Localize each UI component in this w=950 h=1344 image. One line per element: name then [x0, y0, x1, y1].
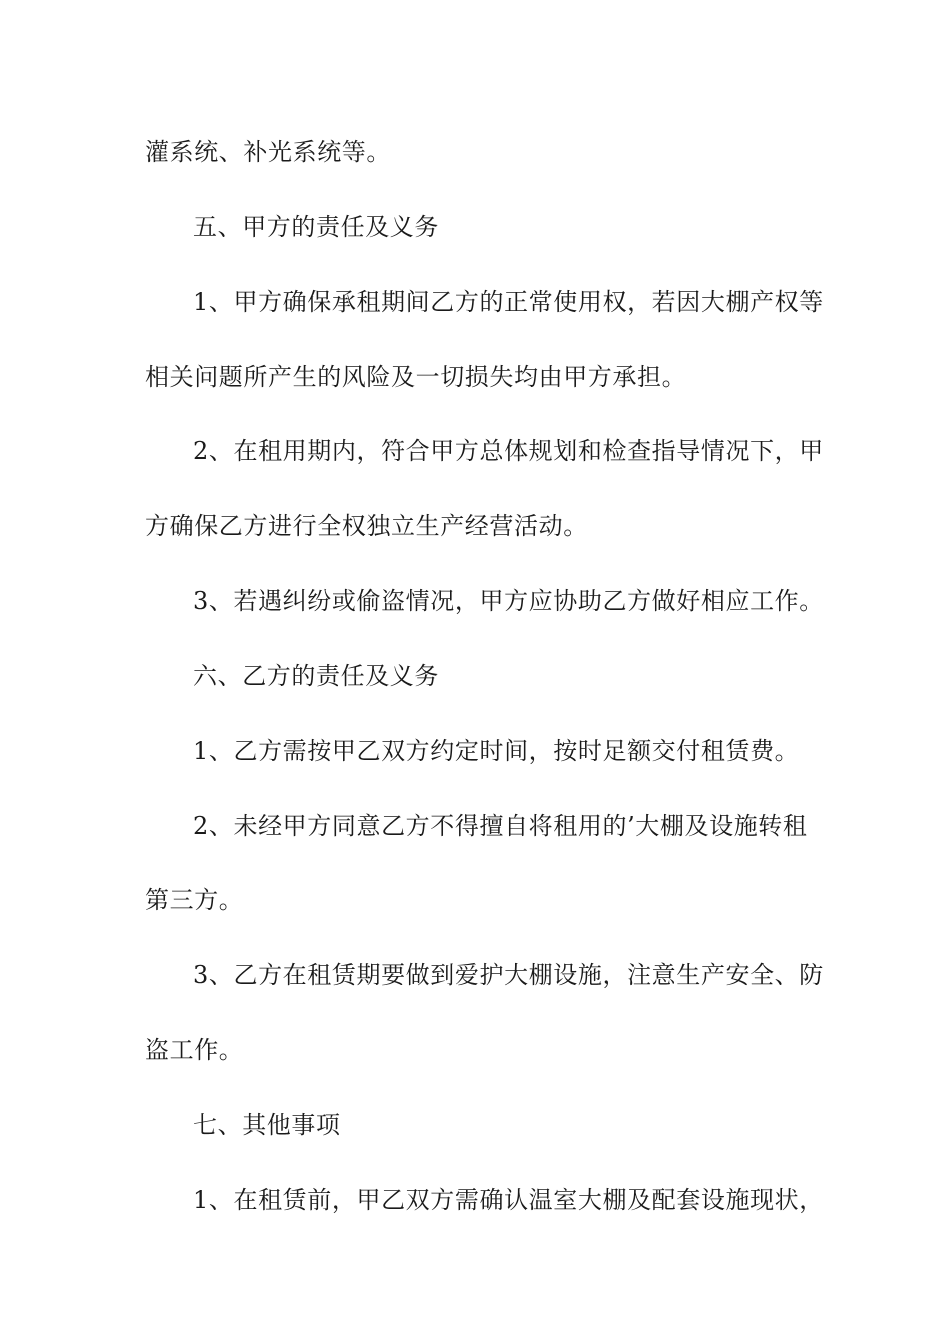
section-heading-6: 六、乙方的责任及义务: [193, 662, 439, 690]
paragraph-line: 1、甲方确保承租期间乙方的正常使用权，若因大棚产权等: [193, 288, 824, 316]
section-heading-5: 五、甲方的责任及义务: [193, 213, 439, 241]
paragraph-line: 第三方。: [145, 886, 244, 914]
paragraph-line: 灌系统、补光系统等。: [145, 138, 391, 166]
section-heading-7: 七、其他事项: [193, 1111, 341, 1139]
paragraph-line: 盗工作。: [145, 1036, 244, 1064]
paragraph-line: 2、未经甲方同意乙方不得擅自将租用的’大棚及设施转租: [193, 812, 808, 840]
paragraph-line: 2、在租用期内，符合甲方总体规划和检查指导情况下，甲: [193, 437, 824, 465]
paragraph-line: 方确保乙方进行全权独立生产经营活动。: [145, 512, 588, 540]
paragraph-line: 1、乙方需按甲乙双方约定时间，按时足额交付租赁费。: [193, 737, 800, 765]
paragraph-line: 相关问题所产生的风险及一切损失均由甲方承担。: [145, 363, 687, 391]
paragraph-line: 3、若遇纠纷或偷盗情况，甲方应协助乙方做好相应工作。: [193, 587, 824, 615]
paragraph-line: 1、在租赁前，甲乙双方需确认温室大棚及配套设施现状，: [193, 1186, 824, 1214]
paragraph-line: 3、乙方在租赁期要做到爱护大棚设施，注意生产安全、防: [193, 961, 824, 989]
